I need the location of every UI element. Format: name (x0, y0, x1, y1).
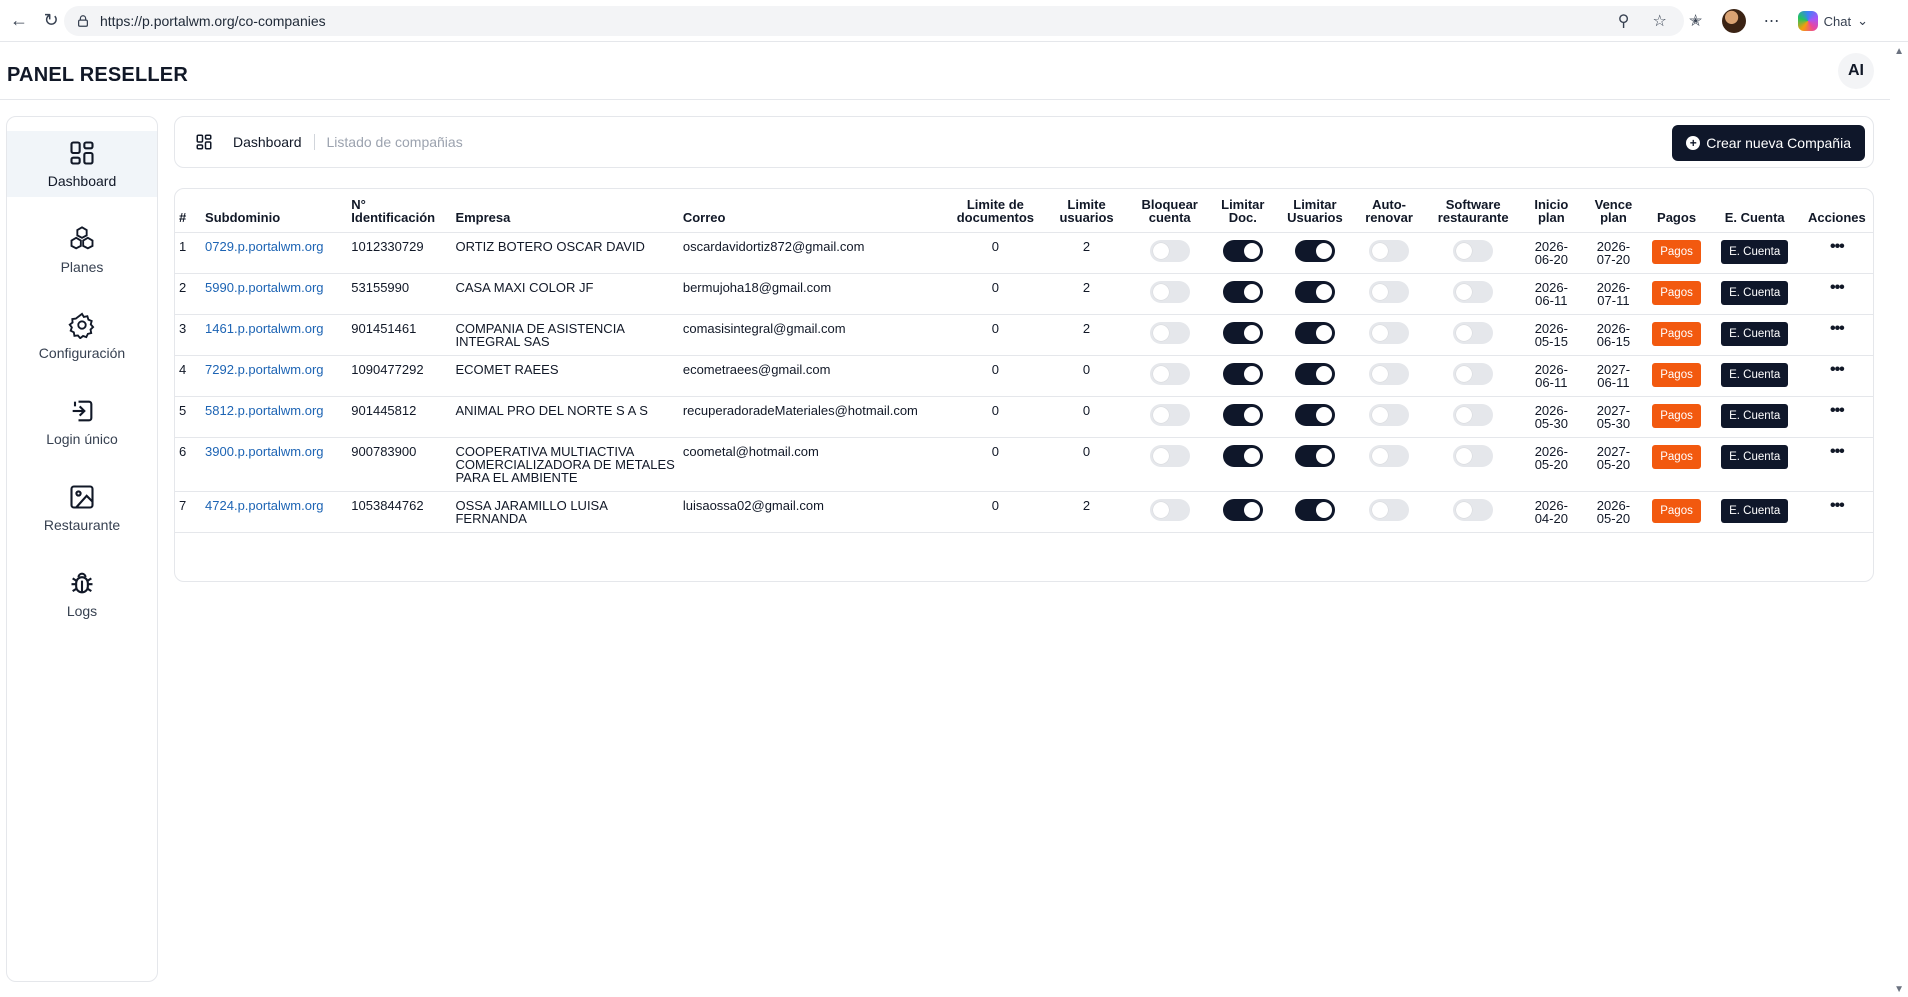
payments-cell (1644, 314, 1708, 355)
toggle-cell (1426, 437, 1520, 491)
company-cell: ANIMAL PRO DEL NORTE S A S (451, 396, 678, 437)
start-plan-cell: 2026- 06-11 (1520, 355, 1582, 396)
toggle-cell (1352, 396, 1426, 437)
row-number: 1 (175, 232, 201, 273)
col-company: Empresa (451, 189, 678, 232)
start-plan-cell: 2026- 05-15 (1520, 314, 1582, 355)
copilot-icon (1798, 11, 1818, 31)
browser-toolbar (0, 0, 1908, 42)
doc-limit-cell: 0 (949, 355, 1041, 396)
sidebar-item-label: Dashboard (47, 173, 117, 189)
more-actions-icon[interactable]: ••• (1829, 319, 1844, 337)
identification-cell: 1090477292 (347, 355, 451, 396)
limit-doc-toggle[interactable] (1223, 281, 1263, 303)
col-limit-doc: Limitar Doc. (1208, 189, 1278, 232)
toggle-knob (1153, 325, 1169, 341)
sidebar-item-logs[interactable] (7, 561, 157, 627)
software-restaurant-toggle[interactable] (1453, 363, 1493, 385)
toggle-cell (1278, 355, 1352, 396)
toggle-knob (1372, 502, 1388, 518)
payments-cell (1644, 437, 1708, 491)
toggle-knob (1372, 448, 1388, 464)
limit-doc-toggle[interactable] (1223, 404, 1263, 426)
breadcrumb-current: Listado de compañias (326, 134, 463, 150)
row-number: 5 (175, 396, 201, 437)
autorenew-toggle[interactable] (1369, 281, 1409, 303)
doc-limit-cell: 0 (949, 273, 1041, 314)
toggle-cell (1352, 491, 1426, 532)
company-cell: ECOMET RAEES (451, 355, 678, 396)
col-limit-users: Limitar Usuarios (1278, 189, 1352, 232)
create-company-button[interactable] (1672, 125, 1865, 161)
toggle-cell (1208, 491, 1278, 532)
toggle-knob (1244, 325, 1260, 341)
toggle-cell (1426, 232, 1520, 273)
subdomain-cell (201, 396, 347, 437)
toggle-cell (1426, 355, 1520, 396)
scrollbar[interactable] (1890, 42, 1908, 997)
email-cell: coometal@hotmail.com (679, 437, 949, 491)
toggle-cell (1132, 355, 1208, 396)
payments-cell (1644, 396, 1708, 437)
statement-button[interactable]: E. Cuenta (1721, 499, 1788, 523)
dashboard-icon (68, 139, 96, 167)
app-header (0, 50, 1890, 100)
identification-cell: 900783900 (347, 437, 451, 491)
user-limit-cell: 0 (1041, 355, 1131, 396)
toggle-cell (1208, 232, 1278, 273)
toggle-knob (1153, 243, 1169, 259)
subdomain-link[interactable]: 5990.p.portalwm.org (205, 279, 324, 295)
more-actions-icon[interactable]: ••• (1829, 401, 1844, 419)
toggle-knob (1456, 502, 1472, 518)
gear-icon (68, 311, 96, 339)
breadcrumb-home[interactable]: Dashboard (233, 134, 302, 150)
subdomain-cell (201, 273, 347, 314)
page-title: PANEL RESELLER (7, 64, 188, 86)
row-number: 4 (175, 355, 201, 396)
subdomain-cell (201, 232, 347, 273)
software-restaurant-toggle[interactable] (1453, 499, 1493, 521)
toggle-knob (1316, 243, 1332, 259)
toggle-cell (1278, 437, 1352, 491)
lock-icon (76, 14, 90, 28)
toggle-knob (1244, 407, 1260, 423)
email-cell: oscardavidortiz872@gmail.com (679, 232, 949, 273)
toggle-cell (1426, 396, 1520, 437)
more-actions-icon[interactable]: ••• (1829, 278, 1844, 296)
scroll-up-icon[interactable]: ▲ (1894, 46, 1904, 57)
subdomain-link[interactable]: 3900.p.portalwm.org (205, 443, 324, 459)
start-plan-cell: 2026- 05-30 (1520, 396, 1582, 437)
table-row (175, 437, 1873, 491)
end-plan-cell: 2027- 05-30 (1582, 396, 1644, 437)
sidebar-item-label: Login único (46, 431, 118, 447)
toggle-cell (1132, 314, 1208, 355)
identification-cell: 901451461 (347, 314, 451, 355)
sidebar-item-login-unico[interactable] (7, 389, 157, 455)
table-row (175, 273, 1873, 314)
payments-button[interactable]: Pagos (1652, 404, 1701, 428)
actions-cell (1801, 273, 1873, 314)
toggle-knob (1153, 284, 1169, 300)
toggle-cell (1278, 491, 1352, 532)
limit-users-toggle[interactable] (1295, 363, 1335, 385)
user-limit-cell: 2 (1041, 273, 1131, 314)
statement-cell (1709, 396, 1801, 437)
chat-button[interactable] (1798, 11, 1868, 31)
subdomain-link[interactable]: 0729.p.portalwm.org (205, 238, 324, 254)
autorenew-toggle[interactable] (1369, 363, 1409, 385)
toggle-cell (1278, 273, 1352, 314)
statement-cell (1709, 437, 1801, 491)
sidebar-item-dashboard[interactable] (7, 131, 157, 197)
toggle-cell (1208, 314, 1278, 355)
end-plan-cell: 2026- 07-20 (1582, 232, 1644, 273)
breadcrumb (174, 116, 1874, 168)
autorenew-toggle[interactable] (1369, 322, 1409, 344)
statement-button[interactable]: E. Cuenta (1721, 404, 1788, 428)
breadcrumb-divider (314, 134, 315, 150)
statement-button[interactable]: E. Cuenta (1721, 281, 1788, 305)
col-user-limit: Limite usuarios (1041, 189, 1131, 232)
software-restaurant-toggle[interactable] (1453, 281, 1493, 303)
toggle-cell (1426, 273, 1520, 314)
statement-button[interactable]: E. Cuenta (1721, 363, 1788, 387)
identification-cell: 53155990 (347, 273, 451, 314)
star-icon[interactable]: ☆ (1652, 13, 1667, 30)
toggle-knob (1244, 366, 1260, 382)
limit-users-toggle[interactable] (1295, 322, 1335, 344)
limit-users-toggle[interactable] (1295, 499, 1335, 521)
col-subdomain: Subdominio (201, 189, 347, 232)
statement-button[interactable]: E. Cuenta (1721, 322, 1788, 346)
subdomain-link[interactable]: 7292.p.portalwm.org (205, 361, 324, 377)
toggle-cell (1278, 396, 1352, 437)
subdomain-cell (201, 314, 347, 355)
toggle-cell (1208, 396, 1278, 437)
actions-cell (1801, 314, 1873, 355)
more-actions-icon[interactable]: ••• (1829, 496, 1844, 514)
table-row (175, 232, 1873, 273)
toggle-knob (1244, 284, 1260, 300)
toggle-knob (1456, 407, 1472, 423)
toggle-cell (1132, 232, 1208, 273)
back-icon[interactable]: ← (10, 10, 28, 30)
toggle-knob (1372, 243, 1388, 259)
toggle-cell (1352, 355, 1426, 396)
toggle-knob (1456, 366, 1472, 382)
sidebar-item-label: Configuración (38, 345, 126, 361)
subdomain-link[interactable]: 5812.p.portalwm.org (205, 402, 324, 418)
toggle-cell (1278, 314, 1352, 355)
toggle-knob (1316, 407, 1332, 423)
email-cell: recuperadoradeMateriales@hotmail.com (679, 396, 949, 437)
address-bar[interactable] (64, 6, 1684, 36)
favorites-icon[interactable]: ✭ (1688, 13, 1703, 30)
email-cell: ecometraees@gmail.com (679, 355, 949, 396)
payments-button[interactable]: Pagos (1652, 499, 1701, 523)
start-plan-cell: 2026- 05-20 (1520, 437, 1582, 491)
payments-cell (1644, 273, 1708, 314)
statement-cell (1709, 314, 1801, 355)
col-num: # (175, 189, 201, 232)
sidebar-item-label: Restaurante (43, 517, 121, 533)
payments-button[interactable]: Pagos (1652, 281, 1701, 305)
end-plan-cell: 2026- 07-11 (1582, 273, 1644, 314)
companies-table (175, 189, 1873, 533)
identification-cell: 1012330729 (347, 232, 451, 273)
col-end-plan: Vence plan (1582, 189, 1644, 232)
more-actions-icon[interactable]: ••• (1829, 360, 1844, 378)
table-row (175, 396, 1873, 437)
subdomain-link[interactable]: 1461.p.portalwm.org (205, 320, 324, 336)
chevron-down-icon: ⌄ (1857, 13, 1868, 28)
toggle-knob (1372, 407, 1388, 423)
toggle-knob (1372, 325, 1388, 341)
autorenew-toggle[interactable] (1369, 404, 1409, 426)
email-cell: bermujoha18@gmail.com (679, 273, 949, 314)
more-actions-icon[interactable]: ••• (1829, 237, 1844, 255)
payments-button[interactable]: Pagos (1652, 322, 1701, 346)
user-limit-cell: 0 (1041, 437, 1131, 491)
doc-limit-cell: 0 (949, 491, 1041, 532)
email-cell: luisaossa02@gmail.com (679, 491, 949, 532)
sidebar-item-label: Logs (66, 603, 98, 619)
toggle-cell (1132, 437, 1208, 491)
col-start-plan: Inicio plan (1520, 189, 1582, 232)
statement-cell (1709, 232, 1801, 273)
statement-button[interactable]: E. Cuenta (1721, 445, 1788, 469)
col-identification: N° Identificación (347, 189, 451, 232)
more-actions-icon[interactable]: ••• (1829, 442, 1844, 460)
toggle-knob (1372, 284, 1388, 300)
statement-cell (1709, 273, 1801, 314)
more-icon[interactable]: ⋯ (1763, 13, 1780, 30)
actions-cell (1801, 355, 1873, 396)
toggle-knob (1153, 407, 1169, 423)
url-text: https://p.portalwm.org/co-companies (100, 13, 326, 29)
plus-circle-icon: + (1686, 136, 1700, 150)
col-autorenew: Auto- renovar (1352, 189, 1426, 232)
user-limit-cell: 2 (1041, 232, 1131, 273)
payments-button[interactable]: Pagos (1652, 445, 1701, 469)
toggle-knob (1153, 366, 1169, 382)
sidebar (6, 116, 158, 982)
doc-limit-cell: 0 (949, 396, 1041, 437)
row-number: 2 (175, 273, 201, 314)
statement-button[interactable]: E. Cuenta (1721, 240, 1788, 264)
toggle-knob (1244, 243, 1260, 259)
block-account-toggle[interactable] (1150, 363, 1190, 385)
doc-limit-cell: 0 (949, 437, 1041, 491)
statement-cell (1709, 355, 1801, 396)
cubes-icon (68, 225, 96, 253)
toggle-knob (1456, 243, 1472, 259)
software-restaurant-toggle[interactable] (1453, 404, 1493, 426)
toggle-knob (1316, 366, 1332, 382)
autorenew-toggle[interactable] (1369, 445, 1409, 467)
table-row (175, 314, 1873, 355)
toggle-knob (1456, 284, 1472, 300)
toggle-cell (1278, 232, 1352, 273)
toggle-knob (1456, 448, 1472, 464)
payments-cell (1644, 491, 1708, 532)
create-company-label: Crear nueva Compañia (1706, 135, 1851, 151)
company-cell: COOPERATIVA MULTIACTIVA COMERCIALIZADORA DE METALES PARA EL AMBIENTE (451, 437, 678, 491)
limit-doc-toggle[interactable] (1223, 363, 1263, 385)
toggle-knob (1372, 366, 1388, 382)
limit-doc-toggle[interactable] (1223, 499, 1263, 521)
toggle-knob (1316, 284, 1332, 300)
col-statement: E. Cuenta (1709, 189, 1801, 232)
toggle-knob (1244, 502, 1260, 518)
doc-limit-cell: 0 (949, 232, 1041, 273)
toggle-cell (1426, 314, 1520, 355)
end-plan-cell: 2027- 05-20 (1582, 437, 1644, 491)
col-block-account: Bloquear cuenta (1132, 189, 1208, 232)
table-row (175, 491, 1873, 532)
toggle-cell (1132, 491, 1208, 532)
payments-cell (1644, 355, 1708, 396)
toggle-knob (1316, 502, 1332, 518)
software-restaurant-toggle[interactable] (1453, 322, 1493, 344)
company-cell: CASA MAXI COLOR JF (451, 273, 678, 314)
software-restaurant-toggle[interactable] (1453, 240, 1493, 262)
toggle-cell (1208, 355, 1278, 396)
toggle-cell (1352, 437, 1426, 491)
limit-users-toggle[interactable] (1295, 404, 1335, 426)
row-number: 3 (175, 314, 201, 355)
payments-cell (1644, 232, 1708, 273)
row-number: 7 (175, 491, 201, 532)
company-cell: ORTIZ BOTERO OSCAR DAVID (451, 232, 678, 273)
sidebar-item-planes[interactable] (7, 217, 157, 283)
block-account-toggle[interactable] (1150, 499, 1190, 521)
subdomain-cell (201, 355, 347, 396)
bug-icon (68, 569, 96, 597)
block-account-toggle[interactable] (1150, 404, 1190, 426)
user-limit-cell: 0 (1041, 396, 1131, 437)
toggle-knob (1316, 325, 1332, 341)
table-row (175, 355, 1873, 396)
col-actions: Acciones (1801, 189, 1873, 232)
toggle-knob (1153, 448, 1169, 464)
actions-cell (1801, 437, 1873, 491)
toggle-knob (1153, 502, 1169, 518)
identification-cell: 1053844762 (347, 491, 451, 532)
toggle-knob (1456, 325, 1472, 341)
payments-button[interactable]: Pagos (1652, 363, 1701, 387)
chat-label: Chat (1823, 13, 1852, 29)
subdomain-cell (201, 491, 347, 532)
toggle-cell (1132, 273, 1208, 314)
key-icon[interactable]: ⚲ (1617, 13, 1630, 30)
sidebar-item-restaurante[interactable] (7, 475, 157, 541)
autorenew-toggle[interactable] (1369, 240, 1409, 262)
actions-cell (1801, 491, 1873, 532)
col-doc-limit: Limite de documentos (949, 189, 1041, 232)
toggle-knob (1244, 448, 1260, 464)
toggle-cell (1352, 232, 1426, 273)
user-limit-cell: 2 (1041, 314, 1131, 355)
block-account-toggle[interactable] (1150, 445, 1190, 467)
user-limit-cell: 2 (1041, 491, 1131, 532)
toggle-cell (1352, 273, 1426, 314)
company-cell: OSSA JARAMILLO LUISA FERNANDA (451, 491, 678, 532)
subdomain-cell (201, 437, 347, 491)
block-account-toggle[interactable] (1150, 281, 1190, 303)
sidebar-item-label: Planes (60, 259, 104, 275)
image-icon (68, 483, 96, 511)
start-plan-cell: 2026- 04-20 (1520, 491, 1582, 532)
actions-cell (1801, 232, 1873, 273)
doc-limit-cell: 0 (949, 314, 1041, 355)
start-plan-cell: 2026- 06-20 (1520, 232, 1582, 273)
toggle-cell (1426, 491, 1520, 532)
companies-table-card (174, 188, 1874, 582)
col-email: Correo (679, 189, 949, 232)
actions-cell (1801, 396, 1873, 437)
identification-cell: 901445812 (347, 396, 451, 437)
sidebar-item-configuracion[interactable] (7, 303, 157, 369)
login-icon (68, 397, 96, 425)
limit-users-toggle[interactable] (1295, 240, 1335, 262)
limit-doc-toggle[interactable] (1223, 445, 1263, 467)
start-plan-cell: 2026- 06-11 (1520, 273, 1582, 314)
col-software: Software restaurante (1426, 189, 1520, 232)
table-header-row (175, 189, 1873, 232)
software-restaurant-toggle[interactable] (1453, 445, 1493, 467)
end-plan-cell: 2026- 06-15 (1582, 314, 1644, 355)
profile-avatar[interactable] (1722, 9, 1746, 33)
payments-button[interactable]: Pagos (1652, 240, 1701, 264)
row-number: 6 (175, 437, 201, 491)
end-plan-cell: 2026- 05-20 (1582, 491, 1644, 532)
col-payments: Pagos (1644, 189, 1708, 232)
toggle-cell (1208, 437, 1278, 491)
limit-users-toggle[interactable] (1295, 445, 1335, 467)
toggle-knob (1316, 448, 1332, 464)
limit-users-toggle[interactable] (1295, 281, 1335, 303)
company-cell: COMPANIA DE ASISTENCIA INTEGRAL SAS (451, 314, 678, 355)
limit-doc-toggle[interactable] (1223, 240, 1263, 262)
statement-cell (1709, 491, 1801, 532)
toggle-cell (1352, 314, 1426, 355)
autorenew-toggle[interactable] (1369, 499, 1409, 521)
reload-icon[interactable]: ↻ (43, 10, 59, 30)
dashboard-icon (195, 133, 213, 151)
block-account-toggle[interactable] (1150, 240, 1190, 262)
toggle-cell (1132, 396, 1208, 437)
limit-doc-toggle[interactable] (1223, 322, 1263, 344)
toggle-cell (1208, 273, 1278, 314)
scroll-down-icon[interactable]: ▼ (1894, 984, 1904, 995)
end-plan-cell: 2027- 06-11 (1582, 355, 1644, 396)
block-account-toggle[interactable] (1150, 322, 1190, 344)
avatar[interactable]: AI (1838, 53, 1874, 89)
email-cell: comasisintegral@gmail.com (679, 314, 949, 355)
subdomain-link[interactable]: 4724.p.portalwm.org (205, 497, 324, 513)
